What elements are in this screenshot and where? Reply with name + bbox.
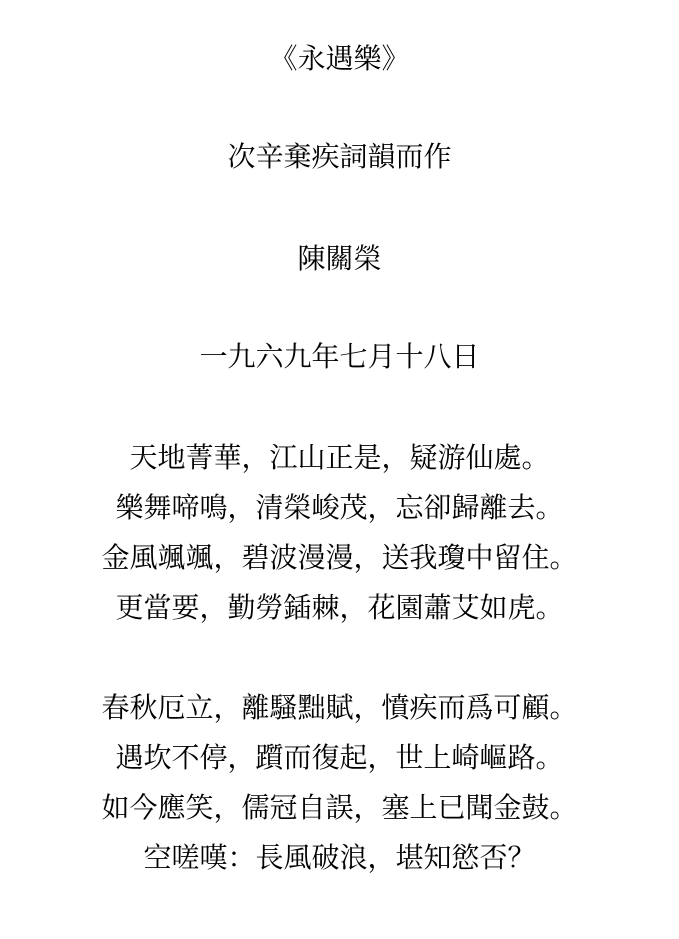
- stanza-1-line-4: 更當要，勤勞鍤棘，花園蕭艾如虎。: [115, 591, 564, 624]
- poem-title: 《永遇樂》: [269, 42, 410, 75]
- stanza-1-line-1: 天地菁華，江山正是，疑游仙處。: [129, 441, 550, 474]
- composition-date: 一九六九年七月十八日: [199, 340, 480, 373]
- stanza-2-line-1: 春秋厄立，離騷黜賦，憤疾而爲可顧。: [101, 691, 578, 724]
- stanza-2-line-3: 如今應笑，儒冠自誤，塞上已聞金鼓。: [101, 791, 578, 824]
- stanza-1-line-2: 樂舞啼鳴，清榮峻茂，忘卻歸離去。: [115, 491, 564, 524]
- stanza-2-line-4: 空嗟嘆：長風破浪，堪知慾否？: [143, 841, 536, 874]
- poem-subtitle: 次辛棄疾詞韻而作: [227, 140, 452, 173]
- author-name: 陳關榮: [297, 242, 382, 275]
- stanza-2-line-2: 遇坎不停，躓而復起，世上崎嶇路。: [115, 741, 564, 774]
- stanza-1-line-3: 金風颯颯，碧波漫漫，送我瓊中留住。: [101, 541, 578, 574]
